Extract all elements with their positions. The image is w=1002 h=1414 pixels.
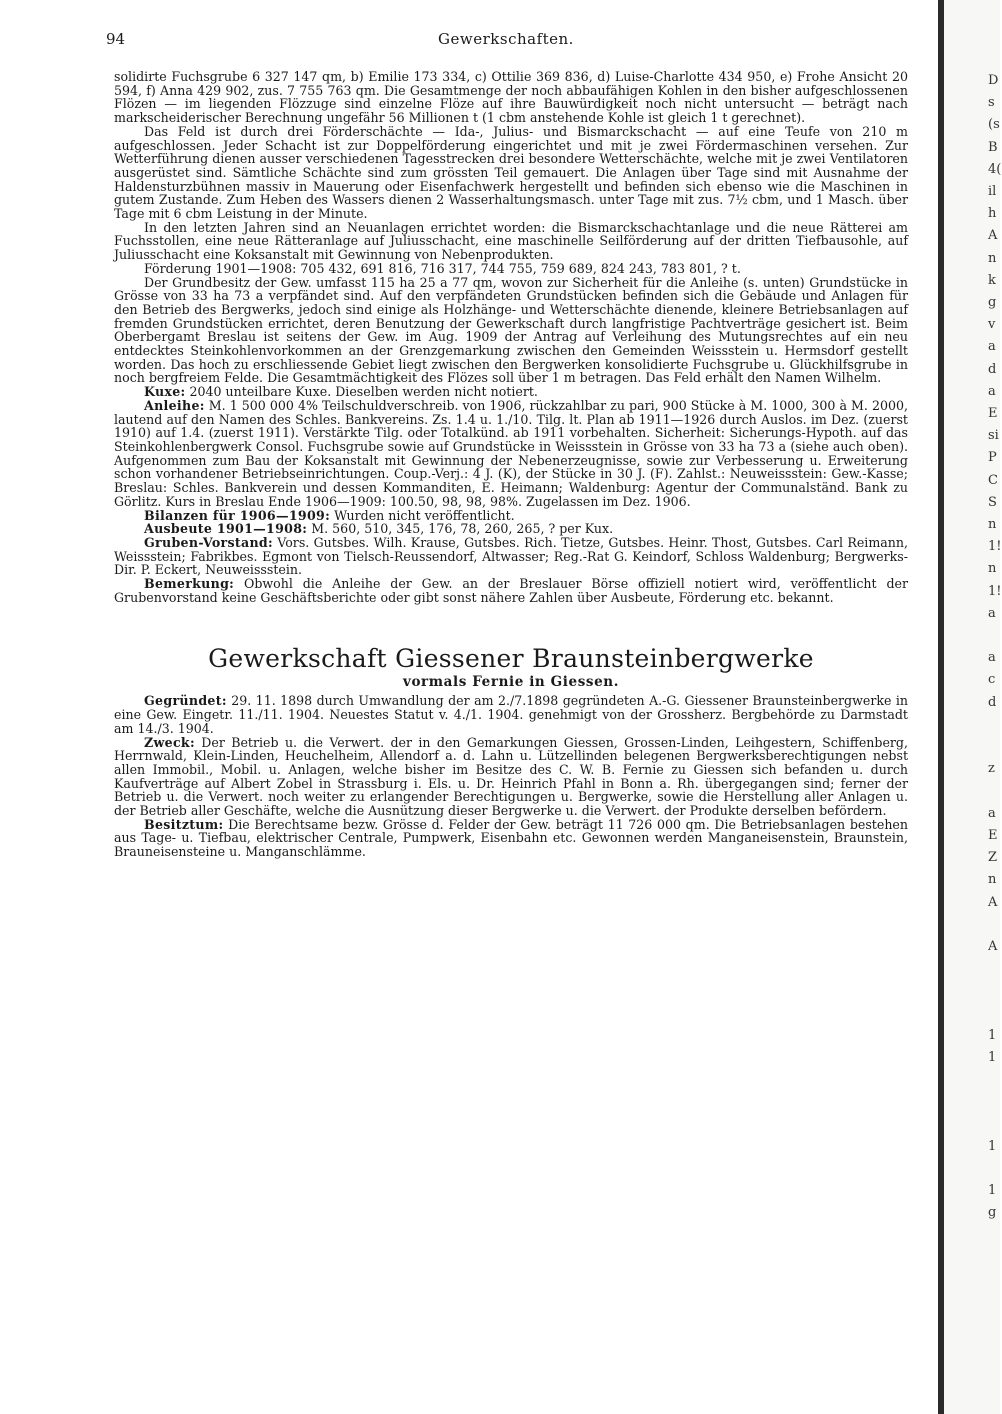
paragraph-text: M. 560, 510, 345, 176, 78, 260, 265, ? per Kux. — [307, 521, 614, 537]
article-subtitle: vormals Fernie in Giessen. — [403, 674, 619, 691]
paragraph-text: Vors. Gutsbes. Wilh. Krause, Gutsbes. Rich. Tietze, Gutsbes. Heinr. Thost, Gutsbes. Carl Reimann, Weissstein; Fabrikbes. Egmont von Tielsch-Reussendorf, Altwasser; Reg.-Rat G. Keindorf, Schloss Waldenburg; Bergwerks-Dir. P. Eckert, Neuweissstein. — [114, 534, 908, 578]
bleed-fragment: s — [988, 95, 995, 111]
bleed-fragment: g — [988, 1205, 997, 1221]
bleed-fragment — [988, 714, 1000, 736]
bleed-fragment: n — [988, 250, 997, 266]
fuchsgrube-paragraph — [114, 577, 908, 604]
bleed-fragment — [988, 914, 1000, 936]
bleed-fragment: 1 — [988, 1138, 997, 1154]
bleed-fragment — [988, 625, 1000, 647]
bleed-fragment — [988, 1114, 1000, 1136]
bleed-fragment: n — [988, 517, 997, 533]
bleed-fragment: n — [988, 872, 997, 888]
paragraph-text: Das Feld ist durch drei Förderschächte — Ida-, Julius- und Bismarckschacht — auf eine Teufe von 210 m aufgeschlossen. Jeder Schacht ist zur Doppelförderung eingerichtet und mit je zwei Fördermaschinen versehen. Zur Wetterführung dienen ausser verschiedenen Tagesstrecken drei besondere Wetterschächte, welche mit je zwei Ventilatoren ausgerüstet sind. Sämtliche Schächte sind zum grössten Teil gemauert. Die Anlagen über Tage sind mit Ausnahme der Haldensturzbühnen massiv in Mauerung oder Eisenfachwerk hergestellt und befinden sich ebenso wie die Maschinen in gutem Zustande. Zum Heben des Wassers dienen 2 Wasserhaltungsmasch. unter Tage mit zus. 7½ cbm, und 1 Masch. über Tage mit 6 cbm Leistung in der Minute. — [114, 123, 908, 222]
paragraph-label: Bemerkung: — [144, 576, 235, 592]
bleed-fragment: D — [988, 73, 999, 88]
bleed-fragment — [988, 736, 1000, 758]
paragraph-label: Kuxe: — [144, 384, 186, 400]
bleed-fragment: h — [988, 206, 997, 222]
running-head: Gewerkschaften. — [438, 30, 574, 48]
paragraph-label: Anleihe: — [144, 397, 205, 413]
paragraph-label: Ausbeute 1901—1908: — [144, 521, 308, 537]
paragraph-text: Der Betrieb u. die Verwert. der in den Gemarkungen Giessen, Grossen-Linden, Leihgestern, Schiffenberg, Herrnwald, Klein-Linden, Heuchelheim, Allendorf a. d. Lahn u. Lützellinden belegenen Bergwerksberechtigungen nebst allen Immobil., Mobil. u. Anlagen, welche bisher im Besitze des C. W. B. Fernie zu Giessen sich befanden u. durch Kaufverträge auf Albert Zobel in Strassburg i. Els. u. Dr. Heinrich Pfahl in Bonn a. Rh. übergegangen sind; ferner der Betrieb u. die Verwert. noch weiter zu erlangender Berechtigungen u. Bergwerke, sowie die Herstellung aller Anlagen u. der Betrieb aller Geschäfte, welche die Ausnützung dieser Bergwerke u. die Verwert. der Produkte derselben befördern. — [114, 734, 908, 819]
bleed-fragment: C — [988, 472, 998, 488]
paragraph-text: Die Berechtsame bezw. Grösse d. Felder der Gew. beträgt 11 726 000 qm. Die Betriebsanlagen bestehen aus Tage- u. Tiefbau, elektrischer Centrale, Pumpwerk, Eisenbahn etc. Gewonnen werden Manganeisenstein, Braunstein, Brauneisensteine u. Manganschlämme. — [114, 816, 908, 860]
fuchsgrube-paragraph — [114, 70, 908, 125]
bleed-fragment: B — [988, 139, 998, 155]
fuchsgrube-section — [114, 70, 908, 604]
bleed-fragment: a — [988, 339, 996, 355]
bleed-fragment: 1 — [988, 1183, 997, 1199]
bleed-fragment: Z — [988, 850, 998, 866]
giessen-paragraph — [114, 694, 908, 735]
bleed-fragment: d — [988, 694, 997, 710]
paragraph-label: Besitztum: — [144, 816, 224, 832]
fuchsgrube-paragraph — [114, 221, 908, 262]
fuchsgrube-paragraph — [114, 536, 908, 577]
fuchsgrube-paragraph — [114, 385, 908, 399]
paragraph-text: 29. 11. 1898 durch Umwandlung der am 2./7.1898 gegründeten A.-G. Giessener Braunsteinbergwerke in eine Gew. Eingetr. 11./11. 1904. Neuestes Statut v. 4./1. 1904. genehmigt von der Grossherz. Bergbehörde zu Darmstadt am 14./3. 1904. — [114, 693, 908, 736]
bleed-fragment: a — [988, 805, 996, 821]
bleed-fragment — [988, 781, 1000, 803]
bleed-fragment: 1! — [988, 539, 1002, 555]
paragraph-label: Bilanzen für 1906—1909: — [144, 507, 331, 523]
page-number: 94 — [106, 30, 126, 48]
paragraph-text: Wurden nicht veröffentlicht. — [330, 507, 515, 523]
bleed-fragment: E — [988, 406, 998, 422]
paragraph-text: solidirte Fuchsgrube 6 327 147 qm, b) Emilie 173 334, c) Ottilie 369 836, d) Luise-Charlotte 434 950, e) Frohe Ansicht 20 594, f) Anna 429 902, zus. 7 755 763 qm. Die Gesamtmenge der noch abbaufähigen Kohlen in den bisher aufgeschlossenen Flözen — im liegenden Flözzuge sind einzelne Flöze auf ihre Bauwürdigkeit noch nicht untersucht — beträgt nach markscheiderischer Berechnung ungefähr 56 Millionen t (1 cbm anstehende Kohle ist gleich 1 t gerechnet). — [114, 69, 908, 126]
bleed-fragment: a — [988, 605, 996, 621]
bleed-fragment: P — [988, 450, 997, 466]
bleed-fragment — [988, 958, 1000, 980]
bleed-fragment: a — [988, 383, 996, 399]
page-header — [106, 30, 906, 50]
bleed-fragment — [988, 1158, 1000, 1180]
bleed-fragment: (s — [988, 117, 1000, 133]
bleed-fragment: 1 — [988, 1027, 997, 1043]
paragraph-text: 2040 unteilbare Kuxe. Dieselben werden nicht notiert. — [185, 384, 538, 400]
bleed-fragment: c — [988, 672, 996, 688]
fuchsgrube-paragraph — [114, 125, 908, 221]
bleed-fragment: g — [988, 295, 997, 311]
paragraph-label: Zweck: — [144, 734, 195, 750]
paragraph-label: Gegründet: — [144, 693, 227, 709]
fuchsgrube-paragraph — [114, 276, 908, 386]
fuchsgrube-paragraph — [114, 262, 908, 276]
text-column — [114, 70, 908, 859]
giessen-section — [114, 694, 908, 858]
giessen-paragraph — [114, 818, 908, 859]
bleed-fragment: n — [988, 561, 997, 577]
bleed-fragment — [988, 1069, 1000, 1091]
fuchsgrube-paragraph — [114, 399, 908, 509]
bleed-fragment: si — [988, 428, 999, 444]
fuchsgrube-paragraph — [114, 509, 908, 523]
paragraph-text: Förderung 1901—1908: 705 432, 691 816, 716 317, 744 755, 759 689, 824 243, 783 801, ? t. — [144, 260, 741, 276]
fuchsgrube-paragraph — [114, 522, 908, 536]
bleed-fragment: il — [988, 184, 997, 200]
bleed-fragment: S — [988, 494, 997, 510]
bleed-fragment: k — [988, 272, 996, 288]
bleed-fragment: E — [988, 827, 998, 843]
adjacent-page-fragments — [988, 70, 1000, 1225]
paragraph-text: Obwohl die Anleihe der Gew. an der Breslauer Börse offiziell notiert wird, veröffentlicht der Grubenvorstand keine Geschäftsberichte oder gibt sonst nähere Zahlen über Ausbeute, Förderung etc. bekannt. — [114, 576, 908, 605]
bleed-fragment — [988, 980, 1000, 1002]
bleed-fragment: 4( — [988, 161, 1002, 177]
bleed-fragment: A — [988, 228, 998, 244]
paragraph-label: Gruben-Vorstand: — [144, 534, 273, 550]
bleed-fragment: v — [988, 317, 996, 333]
bleed-fragment: z — [988, 761, 995, 777]
article-title: Gewerkschaft Giessener Braunsteinbergwerke — [208, 644, 814, 674]
paragraph-text: Der Grundbesitz der Gew. umfasst 115 ha 25 a 77 qm, wovon zur Sicherheit für die Anleihe (s. unten) Grundstücke in Grösse von 33 ha 73 a verpfändet sind. Auf den verpfändeten Grundstücken befinden sich die Gebäude und Anlagen für den Betrieb des Bergwerks, jedoch sind einige als Holzhänge- und Wetterschächte dienende, kleinere Betriebsanlagen auf fremden Grundstücken errichtet, deren Benutzung der Gewerkschaft durch langfristige Pachtverträge gesichert ist. Beim Oberbergamt Breslau ist seitens der Gew. im Aug. 1909 der Antrag auf Verleihung des Mutungsrechtes auf ein neu entdecktes Steinkohlenvorkommen an der Grenzgemarkung zwischen den Gemeinden Weissstein u. Hermsdorf gestellt worden. Das hoch zu erschliessende Gebiet liegt zwischen den Bergwerken konsolidierte Fuchsgrube u. Glückhilfsgrube in noch bergfreiem Felde. Die Gesamtmächtigkeit des Flözes soll über 1 m betragen. Das Feld erhält den Namen Wilhelm. — [114, 274, 908, 386]
bleed-fragment: 1! — [988, 583, 1002, 599]
bleed-fragment: a — [988, 650, 996, 666]
bleed-fragment: A — [988, 938, 998, 954]
bleed-fragment: 1 — [988, 1049, 997, 1065]
bleed-fragment — [988, 1091, 1000, 1113]
bleed-fragment — [988, 1003, 1000, 1025]
bleed-fragment: A — [988, 894, 998, 910]
giessen-paragraph — [114, 736, 908, 818]
bleed-fragment: d — [988, 361, 997, 377]
paragraph-text: M. 1 500 000 4% Teilschuldverschreib. von 1906, rückzahlbar zu pari, 900 Stücke à M. 1000, 300 à M. 2000, lautend auf den Namen des Schles. Bankvereins. Zs. 1.4 u. 1./10. Tilg. lt. Plan ab 1911—1926 durch Auslos. im Dez. (zuerst 1910) auf 1.4. (zuerst 1911). Verstärkte Tilg. oder Totalkünd. ab 1911 vorbehalten. Sicherheit: Sicherungs-Hypoth. auf das Steinkohlenbergwerk Consol. Fuchsgrube sowie auf Grundstücke in Weissstein in Grösse von 33 ha 73 a (siehe auch oben). Aufgenommen zum Bau der Koksanstalt mit Gewinnung der Nebenerzeugnisse, sowie zur Verbesserung u. Erweiterung schon vorhandener Betriebseinrichtungen. Coup.-Verj.: 4 J. (K), der Stücke in 30 J. (F). Zahlst.: Neuweissstein: Gew.-Kasse; Breslau: Schles. Bankverein und dessen Kommanditen, E. Heimann; Waldenburg: Agentur der Communalständ. Bank zu Görlitz. Kurs in Breslau Ende 1906—1909: 100.50, 98, 98, 98%. Zugelassen im Dez. 1906. — [114, 397, 908, 509]
paragraph-text: In den letzten Jahren sind an Neuanlagen errichtet worden: die Bismarckschachtanlage und die neue Rätterei am Fuchsstollen, eine neue Rätteranlage auf Juliusschacht, eine maschinelle Seilförderung auf der dritten Tiefbausohle, auf Juliusschacht eine Koksanstalt mit Gewinnung von Nebenprodukten. — [114, 219, 908, 263]
